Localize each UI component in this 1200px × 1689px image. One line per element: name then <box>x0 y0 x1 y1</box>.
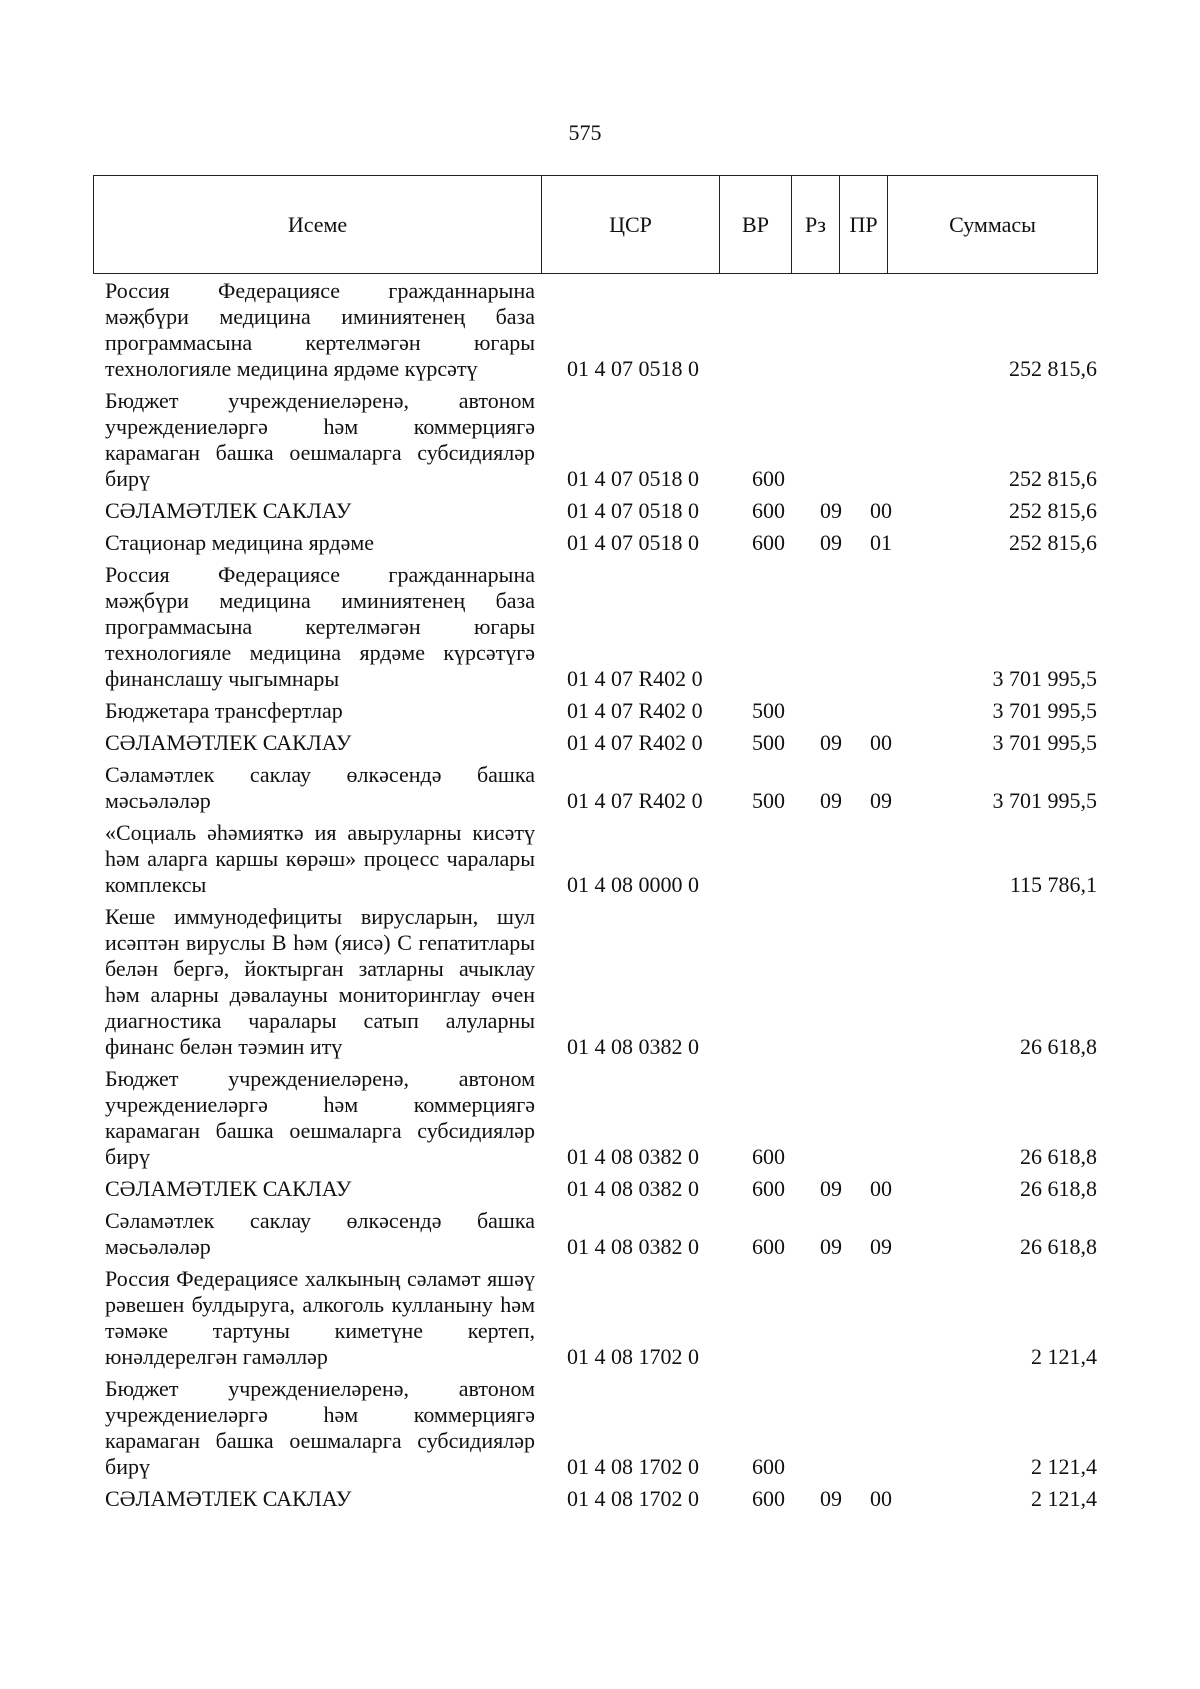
row-rz: 09 <box>820 1486 842 1511</box>
row-pr: 00 <box>870 1176 892 1201</box>
row-rz: 09 <box>820 1234 842 1259</box>
header-sum: Суммасы <box>888 176 1098 274</box>
row-name: Бюджет учреждениеләренә, автоном учреждениеләргә һәм коммерциягә карамаган башка оешмаларга субсидияләр бирү <box>105 1066 535 1169</box>
row-csr: 01 4 08 1702 0 <box>567 1344 699 1369</box>
row-name: СӘЛАМӘТЛЕК САКЛАУ <box>105 730 352 755</box>
header-vr: ВР <box>720 176 792 274</box>
row-csr: 01 4 08 0000 0 <box>567 872 699 897</box>
table-row <box>0 904 1200 1060</box>
row-csr: 01 4 08 0382 0 <box>567 1034 699 1059</box>
row-name: Россия Федерациясе гражданнарына мәҗбүри медицина иминиятенең база программасына кертелмәгән югары технологияле медицина ярдәме күрсәтү <box>105 278 535 381</box>
row-name: Россия Федерациясе халкының сәламәт яшәү рәвешен булдыруга, алкоголь кулланыну һәм тәмәке тартуны киметүне кертеп, юнәлдерелгән гамәлләр <box>105 1266 535 1369</box>
row-vr: 600 <box>752 1486 785 1511</box>
header-pr: ПР <box>840 176 888 274</box>
table-row <box>0 278 1200 382</box>
row-name: СӘЛАМӘТЛЕК САКЛАУ <box>105 1486 352 1511</box>
row-sum: 26 618,8 <box>1020 1034 1097 1059</box>
table-row <box>0 1376 1200 1480</box>
row-sum: 2 121,4 <box>1031 1486 1097 1511</box>
row-pr: 09 <box>870 788 892 813</box>
page-number: 575 <box>568 120 602 145</box>
row-vr: 600 <box>752 1176 785 1201</box>
row-sum: 3 701 995,5 <box>992 698 1097 723</box>
table-row <box>0 820 1200 898</box>
row-pr: 00 <box>870 1486 892 1511</box>
row-sum: 3 701 995,5 <box>992 788 1097 813</box>
row-csr: 01 4 07 0518 0 <box>567 498 699 523</box>
row-vr: 600 <box>752 1144 785 1169</box>
table-body <box>0 278 1200 1518</box>
row-rz: 09 <box>820 730 842 755</box>
table-row <box>0 762 1200 814</box>
row-name: Бюджет учреждениеләренә, автоном учреждениеләргә һәм коммерциягә карамаган башка оешмаларга субсидияләр бирү <box>105 388 535 491</box>
table-row <box>0 698 1200 724</box>
row-vr: 500 <box>752 730 785 755</box>
row-pr: 00 <box>870 730 892 755</box>
row-name: СӘЛАМӘТЛЕК САКЛАУ <box>105 1176 352 1201</box>
row-csr: 01 4 07 R402 0 <box>567 788 703 813</box>
row-sum: 115 786,1 <box>1009 872 1097 897</box>
table-row <box>0 730 1200 756</box>
table-row <box>0 1208 1200 1260</box>
row-name: Кеше иммунодефициты вирусларын, шул исәптән вируслы В һәм (яисә) С гепатитлары белән бергә, йоктырган затларны ачыклау һәм аларны дәвалауны мониторинглау өчен диагностика чаралары сатып алуларны финанс белән тәэмин итү <box>105 904 535 1059</box>
row-sum: 2 121,4 <box>1031 1454 1097 1479</box>
row-csr: 01 4 08 0382 0 <box>567 1234 699 1259</box>
row-csr: 01 4 08 1702 0 <box>567 1454 699 1479</box>
row-rz: 09 <box>820 498 842 523</box>
row-sum: 252 815,6 <box>1009 356 1097 381</box>
row-sum: 2 121,4 <box>1031 1344 1097 1369</box>
header-csr: ЦСР <box>542 176 720 274</box>
row-csr: 01 4 07 R402 0 <box>567 698 703 723</box>
row-vr: 600 <box>752 1234 785 1259</box>
row-csr: 01 4 07 0518 0 <box>567 466 699 491</box>
row-name: Сәламәтлек саклау өлкәсендә башка мәсьәләләр <box>105 762 535 813</box>
row-name: Стационар медицина ярдәме <box>105 530 375 555</box>
row-vr: 600 <box>752 530 785 555</box>
row-name: Россия Федерациясе гражданнарына мәҗбүри медицина иминиятенең база программасына кертелмәгән югары технологияле медицина ярдәме күрсәтүгә финанслашу чыгымнары <box>105 562 535 691</box>
table-row <box>0 1176 1200 1202</box>
row-csr: 01 4 07 R402 0 <box>567 666 703 691</box>
row-csr: 01 4 07 R402 0 <box>567 730 703 755</box>
row-sum: 3 701 995,5 <box>992 730 1097 755</box>
table-row <box>0 498 1200 524</box>
row-pr: 09 <box>870 1234 892 1259</box>
row-name: «Социаль әһәмияткә ия авыруларны кисәтү һәм аларга каршы көрәш» процесс чаралары комплексы <box>105 820 535 897</box>
row-vr: 600 <box>752 466 785 491</box>
header-rz: Рз <box>792 176 840 274</box>
row-name: Бюджет учреждениеләренә, автоном учреждениеләргә һәм коммерциягә карамаган башка оешмаларга субсидияләр бирү <box>105 1376 535 1479</box>
row-name: Сәламәтлек саклау өлкәсендә башка мәсьәләләр <box>105 1208 535 1259</box>
table-row <box>0 530 1200 556</box>
row-sum: 252 815,6 <box>1009 530 1097 555</box>
row-csr: 01 4 07 0518 0 <box>567 356 699 381</box>
row-csr: 01 4 08 0382 0 <box>567 1144 699 1169</box>
table-row <box>0 1266 1200 1370</box>
row-pr: 00 <box>870 498 892 523</box>
row-sum: 26 618,8 <box>1020 1234 1097 1259</box>
row-rz: 09 <box>820 530 842 555</box>
table-row <box>0 388 1200 492</box>
row-sum: 252 815,6 <box>1009 498 1097 523</box>
row-csr: 01 4 08 0382 0 <box>567 1176 699 1201</box>
row-name: Бюджетара трансфертлар <box>105 698 343 723</box>
table-row <box>0 1066 1200 1170</box>
row-vr: 600 <box>752 1454 785 1479</box>
row-sum: 26 618,8 <box>1020 1176 1097 1201</box>
row-name: СӘЛАМӘТЛЕК САКЛАУ <box>105 498 352 523</box>
row-rz: 09 <box>820 788 842 813</box>
row-sum: 3 701 995,5 <box>992 666 1097 691</box>
row-sum: 252 815,6 <box>1009 466 1097 491</box>
row-vr: 600 <box>752 498 785 523</box>
table-row <box>0 562 1200 692</box>
row-vr: 500 <box>752 698 785 723</box>
row-csr: 01 4 08 1702 0 <box>567 1486 699 1511</box>
header-name: Исеме <box>94 176 542 274</box>
row-vr: 500 <box>752 788 785 813</box>
row-pr: 01 <box>870 530 892 555</box>
table-row <box>0 1486 1200 1512</box>
row-csr: 01 4 07 0518 0 <box>567 530 699 555</box>
table-header <box>93 175 1098 274</box>
row-sum: 26 618,8 <box>1020 1144 1097 1169</box>
row-rz: 09 <box>820 1176 842 1201</box>
